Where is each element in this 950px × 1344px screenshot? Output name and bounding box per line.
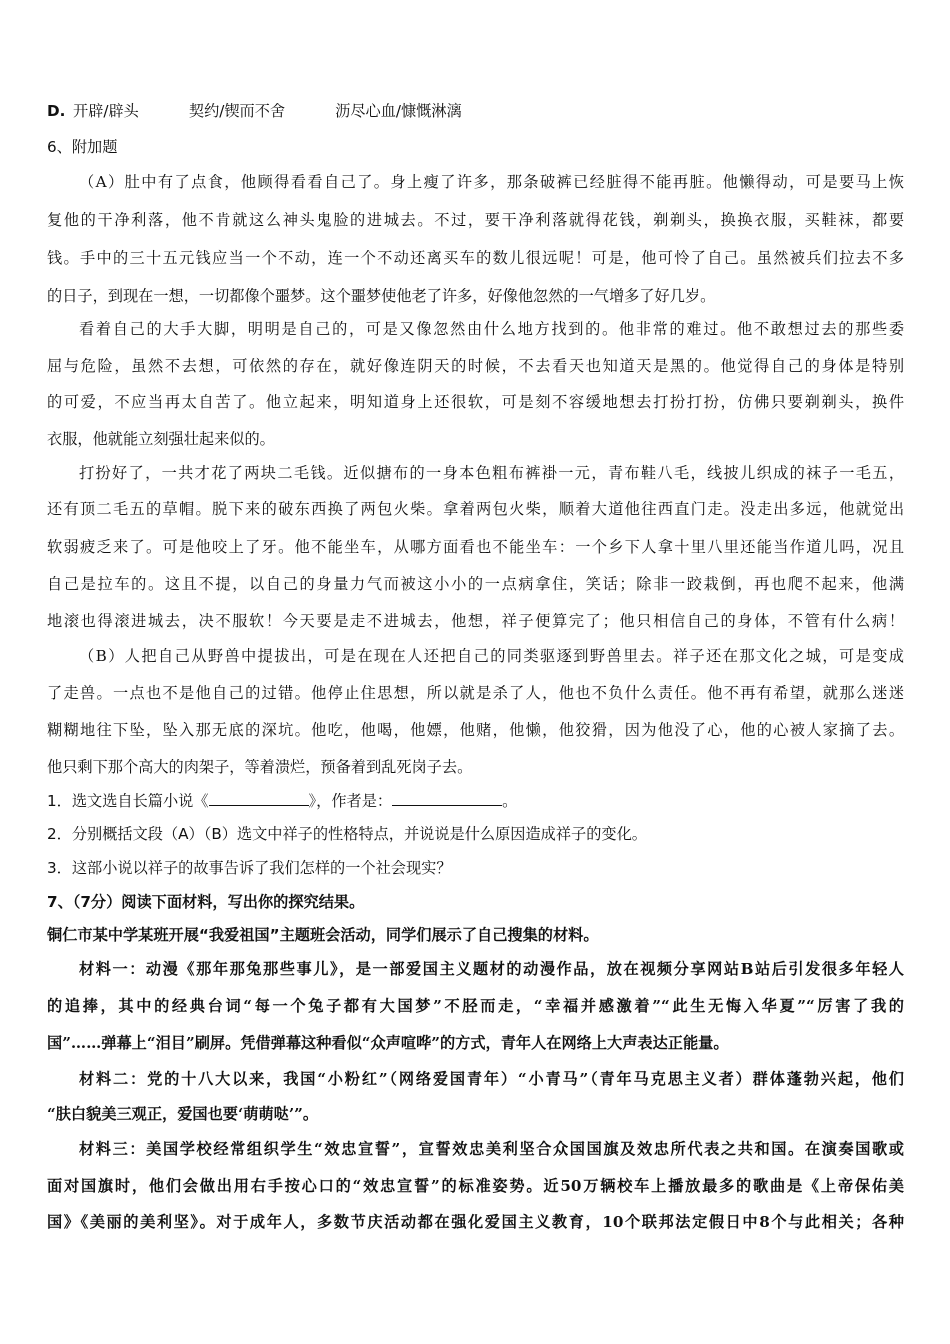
q7-heading: 7、（7分）阅读下面材料，写出你的探究结果。 bbox=[47, 893, 365, 911]
q7-material-1-line-2: 的追捧，其中的经典台词“每一个兔子都有大国梦”不胫而走，“幸福并感激着”“此生无悔入华夏”“厉害了我的 bbox=[47, 997, 904, 1015]
q6-para-a-line-4: 的日子，到现在一想，一切都像个噩梦。这个噩梦使他老了许多，好像他忽然的一气增多了好几岁。 bbox=[47, 287, 716, 305]
option-d-item-1: 开辟/辟头 bbox=[73, 102, 139, 120]
option-d-item-2: 契约/锲而不舍 bbox=[188, 102, 286, 120]
q6-q1-novel-blank[interactable] bbox=[209, 790, 309, 806]
q6-q1-mid: 》，作者是： bbox=[308, 792, 393, 810]
q6-q1-prefix: 1．选文选自长篇小说《 bbox=[47, 792, 209, 810]
q6-para-a-line-1: （A）肚中有了点食，他顾得看看自己了。身上瘦了许多，那条破裤已经脏得不能再脏。他懒得动，可是要马上恢 bbox=[79, 173, 904, 191]
q6-para-3-line-3: 软弱疲乏来了。可是他咬上了牙。他不能坐车，从哪方面看也不能坐车：一个乡下人拿十里八里还能当作道儿吗，况且 bbox=[47, 538, 904, 556]
q6-question-2: 2．分别概括文段（A）（B）选文中祥子的性格特点，并说说是什么原因造成祥子的变化。 bbox=[47, 825, 647, 843]
q6-para-b-line-1: （B）人把自己从野兽中提拔出，可是在现在人还把自己的同类驱逐到野兽里去。祥子还在那文化之城，可是变成 bbox=[79, 647, 904, 665]
q6-heading: 6、附加题 bbox=[47, 138, 118, 156]
q6-question-3: 3．这部小说以祥子的故事告诉了我们怎样的一个社会现实？ bbox=[47, 859, 452, 877]
q7-intro: 铜仁市某中学某班开展“我爱祖国”主题班会活动，同学们展示了自己搜集的材料。 bbox=[47, 926, 599, 944]
option-d-row bbox=[47, 101, 462, 121]
q6-para-3-line-1: 打扮好了，一共才花了两块二毛钱。近似搪布的一身本色粗布裤褂一元，青布鞋八毛，线披儿织成的袜子一毛五， bbox=[79, 464, 904, 482]
q6-para-a-line-2: 复他的干净利落，他不肯就这么神头鬼脸的进城去。不过，要干净利落就得花钱，剃剃头，换换衣服，买鞋袜，都要 bbox=[47, 211, 904, 229]
q7-material-1-line-3: 国”……弹幕上“泪目”刷屏。凭借弹幕这种看似“众声喧哗”的方式，青年人在网络上大声表达正能量。 bbox=[47, 1034, 729, 1052]
q6-para-2-line-1: 看着自己的大手大脚，明明是自己的，可是又像忽然由什么地方找到的。他非常的难过。他不敢想过去的那些委 bbox=[79, 320, 904, 338]
q6-para-2-line-4: 衣服，他就能立刻强壮起来似的。 bbox=[47, 430, 275, 448]
q6-para-2-line-3: 的可爱，不应当再太自苦了。他立起来，明知道身上还很软，可是刻不容缓地想去打扮打扮，仿佛只要剃剃头，换件 bbox=[47, 393, 904, 411]
q7-material-2-line-2: “肤白貌美三观正，爱国也要‘萌萌哒’”。 bbox=[47, 1105, 319, 1123]
q6-question-1 bbox=[47, 790, 517, 811]
q6-para-3-line-5: 地滚也得滚进城去，决不服软！今天要是走不进城去，他想，祥子便算完了；他只相信自己的身体，不管有什么病！ bbox=[47, 612, 904, 630]
q7-material-3-line-3: 国》《美丽的美利坚》。对于成年人，多数节庆活动都在强化爱国主义教育，10个联邦法定假日中8个与此相关；各种 bbox=[47, 1213, 904, 1231]
q6-para-3-line-4: 自己是拉车的。这且不提，以自己的身量力气而被这小小的一点病拿住，笑话；除非一跤栽倒，再也爬不起来，他满 bbox=[47, 575, 904, 593]
q7-material-1-line-1: 材料一：动漫《那年那兔那些事儿》，是一部爱国主义题材的动漫作品，放在视频分享网站B站后引发很多年轻人 bbox=[79, 960, 904, 978]
q6-para-b-line-3: 糊糊地往下坠，坠入那无底的深坑。他吃，他喝，他嫖，他赌，他懒，他狡猾，因为他没了心，他的心被人家摘了去。 bbox=[47, 721, 904, 739]
q7-material-3-line-1: 材料三：美国学校经常组织学生“效忠宣誓”，宣誓效忠美利坚合众国国旗及效忠所代表之共和国。在演奏国歌或 bbox=[79, 1140, 904, 1158]
q6-para-3-line-2: 还有顶二毛五的草帽。脱下来的破东西换了两包火柴。拿着两包火柴，顺着大道他往西直门走。没走出多远，他就觉出 bbox=[47, 500, 904, 518]
q6-para-a-line-3: 钱。手中的三十五元钱应当一个不动，连一个不动还离买车的数儿很远呢！可是，他可怜了自己。虽然被兵们拉去不多 bbox=[47, 249, 904, 267]
q6-para-b-line-2: 了走兽。一点也不是他自己的过错。他停止住思想，所以就是杀了人，他也不负什么责任。他不再有希望，就那么迷迷 bbox=[47, 684, 904, 702]
option-d-item-3: 沥尽心血/慷慨淋漓 bbox=[335, 102, 462, 120]
q7-material-3-line-2: 面对国旗时，他们会做出用右手按心口的“效忠宣誓”的标准姿势。近50万辆校车上播放最多的歌曲是《上帝保佑美 bbox=[47, 1177, 904, 1195]
q6-q1-author-blank[interactable] bbox=[392, 790, 502, 806]
q6-q1-end: 。 bbox=[502, 792, 518, 810]
q7-material-2-line-1: 材料二：党的十八大以来，我国“小粉红”（网络爱国青年）“小青马”（青年马克思主义者）群体蓬勃兴起，他们 bbox=[79, 1070, 904, 1088]
q6-para-b-line-4: 他只剩下那个高大的肉架子，等着溃烂，预备着到乱死岗子去。 bbox=[47, 758, 473, 776]
option-d-label: D. bbox=[47, 102, 66, 120]
q6-para-2-line-2: 屈与危险，虽然不去想，可依然的存在，就好像连阴天的时候，不去看天也知道天是黑的。他觉得自己的身体是特别 bbox=[47, 357, 904, 375]
